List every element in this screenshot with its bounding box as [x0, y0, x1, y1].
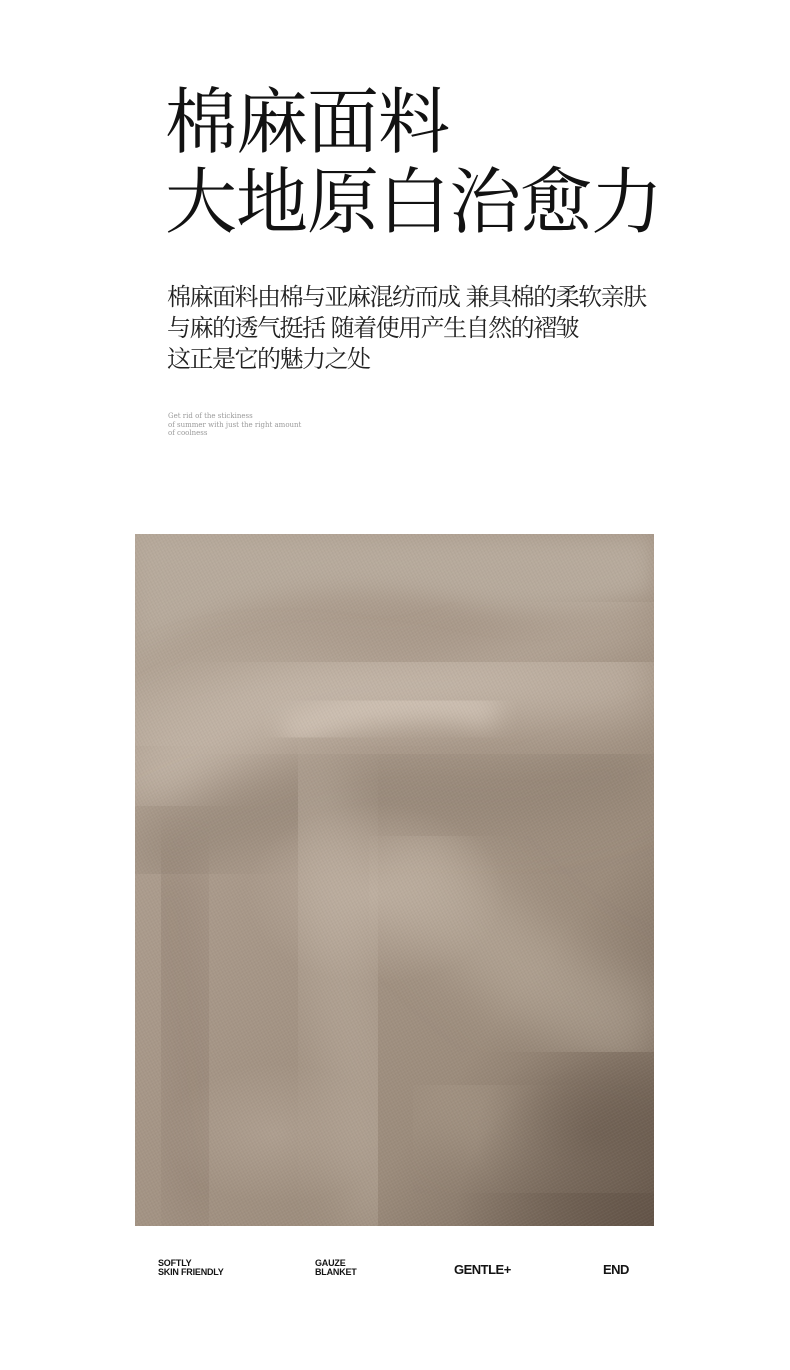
footer-label-softly-line-1: SOFTLY	[158, 1258, 192, 1268]
description-line-2: 与麻的透气挺括 随着使用产生自然的褶皱	[167, 314, 579, 342]
footer-label-gentle	[454, 1263, 511, 1276]
footer-label-end-text: END	[603, 1262, 629, 1277]
english-note	[168, 412, 301, 438]
description-line-3: 这正是它的魅力之处	[167, 345, 370, 373]
english-note-line-2: of summer with just the right amount	[168, 420, 302, 429]
footer-label-softly-line-2: SKIN FRIENDLY	[158, 1267, 224, 1277]
footer-label-end	[603, 1263, 629, 1276]
headline-line-2: 大地原白治愈力	[165, 160, 663, 244]
footer-label-gauze	[315, 1259, 357, 1277]
footer-label-gauze-line-1: GAUZE	[315, 1258, 346, 1268]
english-note-line-3: of coolness	[168, 429, 208, 437]
footer-label-gentle-text: GENTLE+	[454, 1262, 511, 1277]
english-note-line-1: Get rid of the stickiness	[168, 412, 253, 420]
footer-label-softly	[158, 1259, 224, 1277]
fabric-photo	[135, 534, 654, 1226]
footer-labels	[0, 1256, 790, 1286]
headline	[165, 82, 662, 242]
headline-line-1: 棉麻面料	[165, 80, 450, 164]
footer-label-gauze-line-2: BLANKET	[315, 1267, 357, 1277]
description	[167, 282, 646, 375]
description-line-1: 棉麻面料由棉与亚麻混纺而成 兼具棉的柔软亲肤	[167, 283, 646, 311]
